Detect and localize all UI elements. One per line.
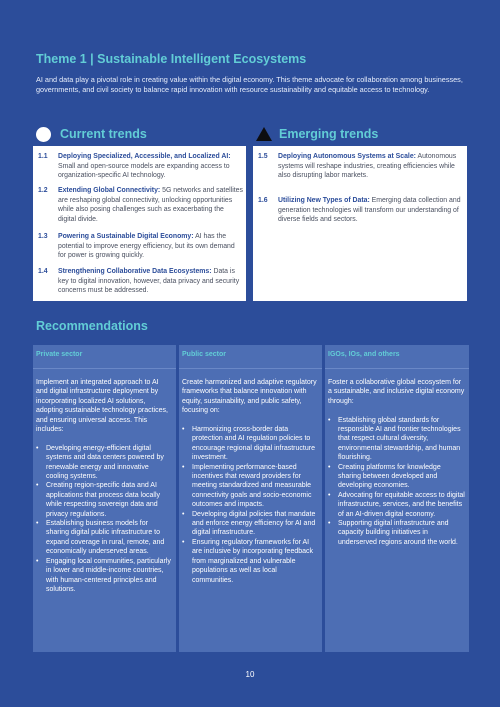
trend-heading: Powering a Sustainable Digital Economy: (58, 233, 194, 240)
trend-item (258, 152, 463, 181)
recommendations-title: Recommendations (36, 319, 148, 333)
column-intro: Implement an integrated approach to AI and digital infrastructure deployment by incorporating localized AI solutions, adopting sustainable technology practices, and ensuring universal access. This includes: (36, 379, 168, 434)
theme-title: Theme 1 | Sustainable Intelligent Ecosystems (36, 52, 307, 66)
trend-description: Small and open-source models are expanding access to organization-specific AI technology. (58, 162, 230, 179)
trend-item (38, 186, 243, 224)
page-number: 10 (245, 670, 255, 679)
current-trends-box (33, 146, 246, 301)
trend-description: AI has the potential to improve energy efficiency, but its own demand for power is growing quickly. (58, 233, 235, 259)
list-item: • Developing energy-efficient digital systems and data centers powered by renewable energy and innovative cooling systems. (36, 444, 172, 482)
recommendation-column-public-sector (179, 345, 322, 652)
trend-item (38, 267, 243, 296)
recommendation-column-private-sector (33, 345, 176, 652)
trend-heading: Deploying Specialized, Accessible, and Localized AI: (58, 153, 231, 160)
list-item: • Ensuring regulatory frameworks for AI are inclusive by incorporating feedback from marginalized and vulnerable populations as well as local communities. (182, 538, 318, 585)
circle-icon (36, 127, 51, 142)
list-item: • Establishing business models for sharing digital public infrastructure to expand coverage in rural, remote, and economically underserved areas. (36, 519, 172, 557)
trend-description: Autonomous systems will reshape industries, creating efficiencies while also disrupting labor markets. (278, 153, 457, 179)
list-item: • Developing digital policies that mandate and enforce energy efficiency for AI and digital infrastructure. (182, 510, 318, 538)
bullet-list (182, 425, 318, 585)
column-body (328, 378, 465, 547)
column-body (182, 378, 318, 585)
column-intro: Foster a collaborative global ecosystem for a sustainable, and inclusive digital economy through: (328, 379, 465, 405)
bullet-list (36, 444, 172, 595)
list-item: • Creating region-specific data and AI applications that process data locally while respecting sovereign data and privacy regulations. (36, 481, 172, 519)
list-item: • Harmonizing cross-border data protection and AI regulation policies to encourage regional digital infrastructure investment. (182, 425, 318, 463)
trend-description: Emerging data collection and generation technologies will transform our understanding of diverse fields and sectors. (278, 197, 461, 223)
trend-description: Data is key to digital innovation, however, data privacy and security concerns must be addressed. (58, 268, 240, 294)
recommendation-column-igos (325, 345, 469, 652)
list-item: • Supporting digital infrastructure and capacity building initiatives in underserved regions around the world. (328, 519, 465, 547)
current-trends-title: Current trends (60, 127, 147, 141)
trend-description: 5G networks and satellites are reshaping global connectivity, unlocking opportunities while also posing challenges such as exacerbating the digital divide. (58, 187, 243, 223)
emerging-trends-box (253, 146, 467, 301)
trend-heading: Strengthening Collaborative Data Ecosystems: (58, 268, 212, 275)
trend-number: 1.2 (38, 187, 48, 194)
trend-number: 1.6 (258, 197, 268, 204)
list-item: • Advocating for equitable access to digital infrastructure, services, and the benefits of an AI-driven digital economy. (328, 491, 465, 519)
trend-number: 1.3 (38, 233, 48, 240)
trend-item (258, 196, 463, 225)
trend-number: 1.4 (38, 268, 48, 275)
column-body (36, 378, 172, 594)
bullet-list (328, 416, 465, 548)
triangle-icon (256, 127, 272, 141)
column-heading: Public sector (179, 345, 322, 369)
emerging-trends-header (256, 124, 378, 144)
trend-item (38, 152, 243, 181)
theme-intro: AI and data play a pivotal role in creating value within the digital economy. This theme advocate for collaboration among businesses, governments, and civil society to balance rapid innovation with resource sustainability and equitable access to technology. (36, 75, 463, 95)
emerging-trends-title: Emerging trends (279, 127, 379, 141)
trend-item (38, 232, 243, 261)
column-heading: IGOs, IOs, and others (325, 345, 469, 369)
trend-heading: Deploying Autonomous Systems at Scale: (278, 153, 416, 160)
current-trends-header (36, 124, 147, 144)
list-item: • Establishing global standards for responsible AI and frontier technologies that respect cultural diversity, environmental stewardship, and human flourishing. (328, 416, 465, 463)
column-heading: Private sector (33, 345, 176, 369)
list-item: • Engaging local communities, particularly in lower and middle-income countries, with human-centered principles and solutions. (36, 557, 172, 595)
list-item: • Implementing performance-based incentives that reward providers for meeting standardized and measurable connectivity goals and socio-economic outcomes and impacts. (182, 463, 318, 510)
trend-heading: Extending Global Connectivity: (58, 187, 161, 194)
trend-number: 1.5 (258, 153, 268, 160)
trend-number: 1.1 (38, 153, 48, 160)
trend-heading: Utilizing New Types of Data: (278, 197, 370, 204)
list-item: • Creating platforms for knowledge sharing between developed and developing economies. (328, 463, 465, 491)
column-intro: Create harmonized and adaptive regulatory frameworks that balance innovation with equity, sustainability, and public safety, focusing on: (182, 379, 317, 415)
